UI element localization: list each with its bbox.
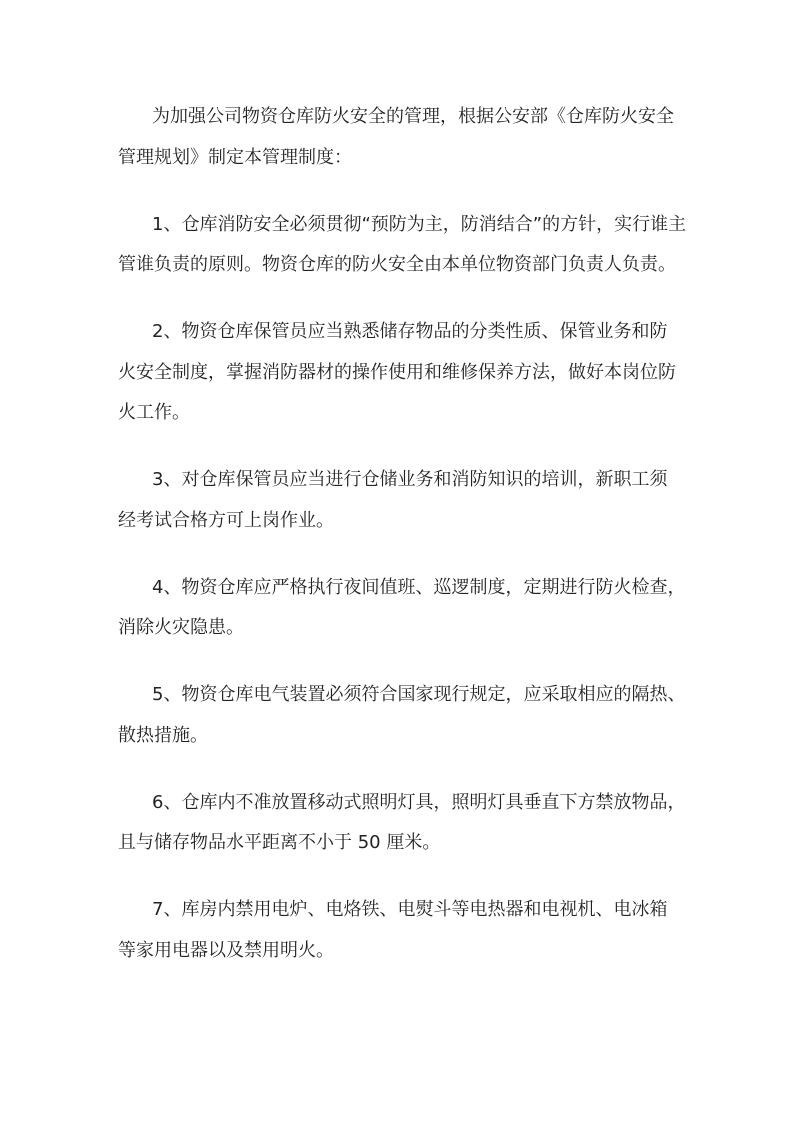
rule-item-2: [118, 312, 738, 434]
paragraph-line: 消除火灾隐患。: [118, 617, 244, 638]
paragraph-line: 且与储存物品水平距离不小于 50 厘米。: [118, 832, 441, 853]
paragraph-line: 7、库房内禁用电炉、电烙铁、电熨斗等电热器和电视机、电冰箱: [152, 899, 668, 920]
paragraph-line: 等家用电器以及禁用明火。: [118, 939, 334, 961]
rule-item-7: [118, 890, 738, 971]
paragraph-line: 经考试合格方可上岗作业。: [118, 509, 334, 531]
paragraph-line: 散热措施。: [118, 724, 208, 746]
paragraph-line: 2、物资仓库保管员应当熟悉储存物品的分类性质、保管业务和防: [152, 321, 668, 342]
rule-item-5: [118, 675, 738, 756]
paragraph-line: 4、物资仓库应严格执行夜间值班、巡逻制度，定期进行防火检查，: [152, 576, 686, 598]
rule-item-1: [118, 205, 738, 286]
rule-item-3: [118, 460, 738, 541]
rule-item-4: [118, 568, 738, 649]
paragraph-line: 5、物资仓库电气装置必须符合国家现行规定，应采取相应的隔热、: [152, 684, 686, 705]
paragraph-line: 1、仓库消防安全必须贯彻“预防为主，防消结合”的方针，实行谁主: [152, 213, 687, 235]
paragraph-line: 管理规划》制定本管理制度：: [118, 146, 352, 168]
rule-item-6: [118, 783, 738, 864]
paragraph-line: 管谁负责的原则。物资仓库的防火安全由本单位物资部门负责人负责。: [118, 254, 676, 275]
paragraph-line: 为加强公司物资仓库防火安全的管理，根据公安部《仓库防火安全: [152, 106, 674, 127]
paragraph-line: 6、仓库内不准放置移动式照明灯具，照明灯具垂直下方禁放物品，: [152, 791, 686, 813]
paragraph-line: 3、对仓库保管员应当进行仓储业务和消防知识的培训，新职工须: [152, 469, 668, 490]
paragraph-line: 火安全制度，掌握消防器材的操作使用和维修保养方法，做好本岗位防: [118, 361, 676, 383]
paragraph-line: 火工作。: [118, 402, 190, 423]
intro-paragraph: [118, 97, 738, 178]
document-body: [118, 97, 738, 998]
